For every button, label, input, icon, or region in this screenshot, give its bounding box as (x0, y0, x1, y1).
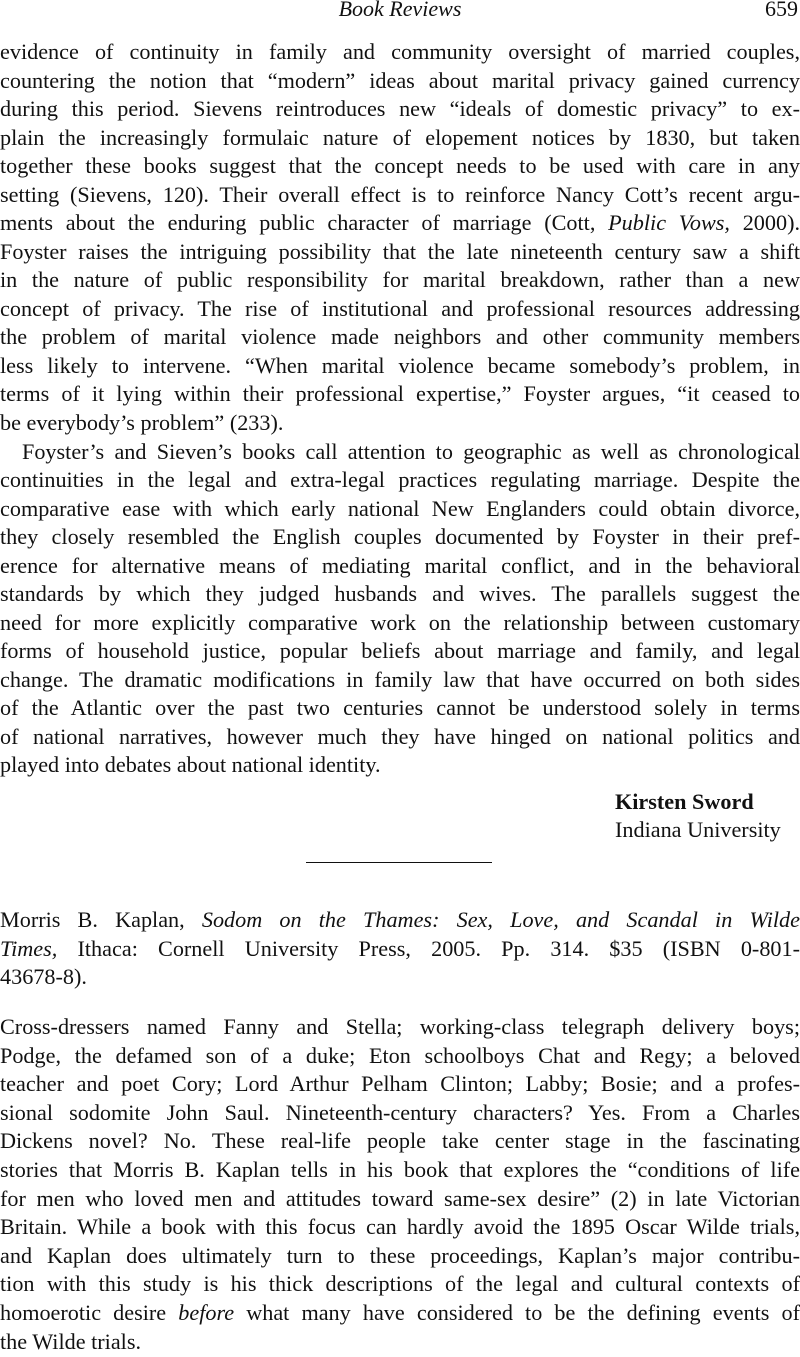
paragraph-line (0, 1098, 800, 1128)
line-text: setting (Sievens, 120). Their overall effect is to reinforce Nancy Cott’s recent argu- (0, 181, 800, 207)
paragraph-line (0, 465, 800, 495)
paragraph-line (0, 1012, 800, 1042)
line-text: Cross-dressers named Fanny and Stella; working-class telegraph delivery boys; (0, 1014, 800, 1039)
paragraph-line (0, 123, 800, 153)
line-text: 2000). (729, 210, 800, 235)
paragraph-line (0, 265, 800, 295)
line-text: ments about the enduring public character of marriage (Cott, (0, 210, 609, 235)
line-text: forms of household justice, popular beliefs about marriage and family, and legal (0, 638, 800, 664)
paragraph-line (0, 522, 800, 552)
paragraph-line (0, 379, 800, 409)
line-text: sional sodomite John Saul. Nineteenth-century characters? Yes. From a Charles (0, 1099, 800, 1125)
reviewer-name: Kirsten Sword (615, 789, 754, 814)
paragraph-line (0, 551, 800, 581)
line-text: erence for alternative means of mediating marital conflict, and in the behavioral (0, 552, 800, 578)
citation-line (0, 905, 800, 935)
paragraph-line (0, 294, 800, 324)
line-text: for men who loved men and attitudes toward same-sex desire” (2) in late Victorian (0, 1185, 800, 1211)
line-text: of national narratives, however much they have hinged on national politics and (0, 723, 800, 749)
line-text: what many have considered to be the defining events of (234, 1300, 800, 1325)
line-text: teacher and poet Cory; Lord Arthur Pelham Clinton; Labby; Bosie; and a profes- (0, 1071, 800, 1097)
paragraph-line (0, 1298, 800, 1328)
paragraph-line (0, 494, 800, 524)
paragraph-line (0, 693, 800, 723)
line-text: concept of privacy. The rise of institutional and professional resources addressing (0, 295, 800, 321)
line-text: Britain. While a book with this focus can hardly avoid the 1895 Oscar Wilde trials, (0, 1214, 800, 1240)
citation-line (0, 934, 800, 964)
paragraph-line (0, 579, 800, 609)
paragraph-line (0, 665, 800, 695)
paragraph-line (22, 437, 800, 467)
paragraph-line (0, 608, 800, 638)
line-text: Foyster’s and Sieven’s books call attention to geographic as well as chronological (22, 439, 800, 464)
paragraph-line (0, 408, 800, 438)
italic-title-text: before (178, 1300, 235, 1325)
line-text: during this period. Sievens reintroduces new “ideals of domestic privacy” to ex- (0, 96, 800, 121)
paragraph-line (0, 180, 800, 210)
line-text: in the nature of public responsibility for marital breakdown, rather than a new (0, 267, 800, 292)
paragraph-line (0, 1041, 800, 1071)
italic-title-text: Times, (0, 935, 58, 961)
line-text: and Kaplan does ultimately turn to these proceedings, Kaplan’s major contribu- (0, 1242, 800, 1268)
line-text: terms of it lying within their professional expertise,” Foyster argues, “it ceased to (0, 381, 800, 406)
line-text: they closely resembled the English couples documented by Foyster in their pref- (0, 524, 800, 550)
line-text: Ithaca: Cornell University Press, 2005. Pp. 314. $35 (ISBN 0-801- (57, 935, 800, 961)
line-text: Foyster raises the intriguing possibility that the late nineteenth century saw a shift (0, 238, 800, 264)
line-text: the problem of marital violence made neighbors and other community members (0, 324, 800, 349)
paragraph-line (0, 1269, 800, 1299)
paragraph-line (0, 722, 800, 752)
paragraph-line (0, 1069, 800, 1099)
line-text: evidence of continuity in family and community oversight of married couples, (0, 39, 800, 64)
section-divider (306, 862, 492, 863)
line-text: Morris B. Kaplan, (0, 907, 202, 932)
line-text: Dickens novel? No. These real-life people take center stage in the fascinating (0, 1128, 800, 1154)
line-text: played into debates about national identity. (0, 751, 381, 777)
paragraph-line (0, 750, 800, 780)
line-text: need for more explicitly comparative work on the relationship between customary (0, 609, 800, 635)
line-text: plain the increasingly formulaic nature of elopement notices by 1830, but taken (0, 124, 800, 150)
page-number: 659 (765, 0, 798, 21)
paragraph-line (0, 1155, 800, 1185)
paragraph-line (0, 351, 800, 381)
citation-line (0, 962, 800, 992)
paragraph-line (0, 636, 800, 666)
reviewer-affiliation: Indiana University (615, 817, 781, 842)
paragraph-line (0, 37, 800, 67)
line-text: be everybody’s problem” (233). (0, 409, 284, 435)
paragraph-line (0, 1184, 800, 1214)
paragraph-line (0, 94, 800, 124)
line-text: tion with this study is his thick descriptions of the legal and cultural contexts of (0, 1271, 800, 1297)
line-text: change. The dramatic modifications in family law that have occurred on both sides (0, 666, 800, 692)
paragraph-line (0, 66, 800, 96)
running-title: Book Reviews (338, 0, 462, 21)
line-text: comparative ease with which early national New Englanders could obtain divorce, (0, 495, 800, 521)
line-text: 43678-8). (0, 964, 87, 989)
paragraph-line (0, 1126, 800, 1156)
line-text: together these books suggest that the concept needs to be used with care in any (0, 153, 800, 178)
paragraph-line (0, 208, 800, 238)
paragraph-line (0, 1241, 800, 1271)
italic-title-text: Public Vows, (608, 210, 730, 235)
line-text: Podge, the defamed son of a duke; Eton schoolboys Chat and Regy; a beloved (0, 1042, 800, 1068)
line-text: continuities in the legal and extra-legal practices regulating marriage. Despite the (0, 467, 800, 493)
line-text: homoerotic desire (0, 1300, 179, 1325)
line-text: the Wilde trials. (0, 1328, 142, 1354)
italic-title-text: Sodom on the Thames: Sex, Love, and Scandal in Wilde (201, 907, 800, 932)
paragraph-line (0, 151, 800, 181)
line-text: countering the notion that “modern” ideas about marital privacy gained currency (0, 67, 800, 93)
paragraph-line (0, 1327, 800, 1357)
line-text: of the Atlantic over the past two centuries cannot be understood solely in terms (0, 695, 800, 721)
line-text: standards by which they judged husbands and wives. The parallels suggest the (0, 581, 800, 607)
paragraph-line (0, 1212, 800, 1242)
line-text: less likely to intervene. “When marital violence became somebody’s problem, in (0, 352, 800, 378)
paragraph-line (0, 322, 800, 352)
paragraph-line (0, 237, 800, 267)
running-head (0, 0, 800, 24)
line-text: stories that Morris B. Kaplan tells in his book that explores the “conditions of life (0, 1157, 800, 1182)
